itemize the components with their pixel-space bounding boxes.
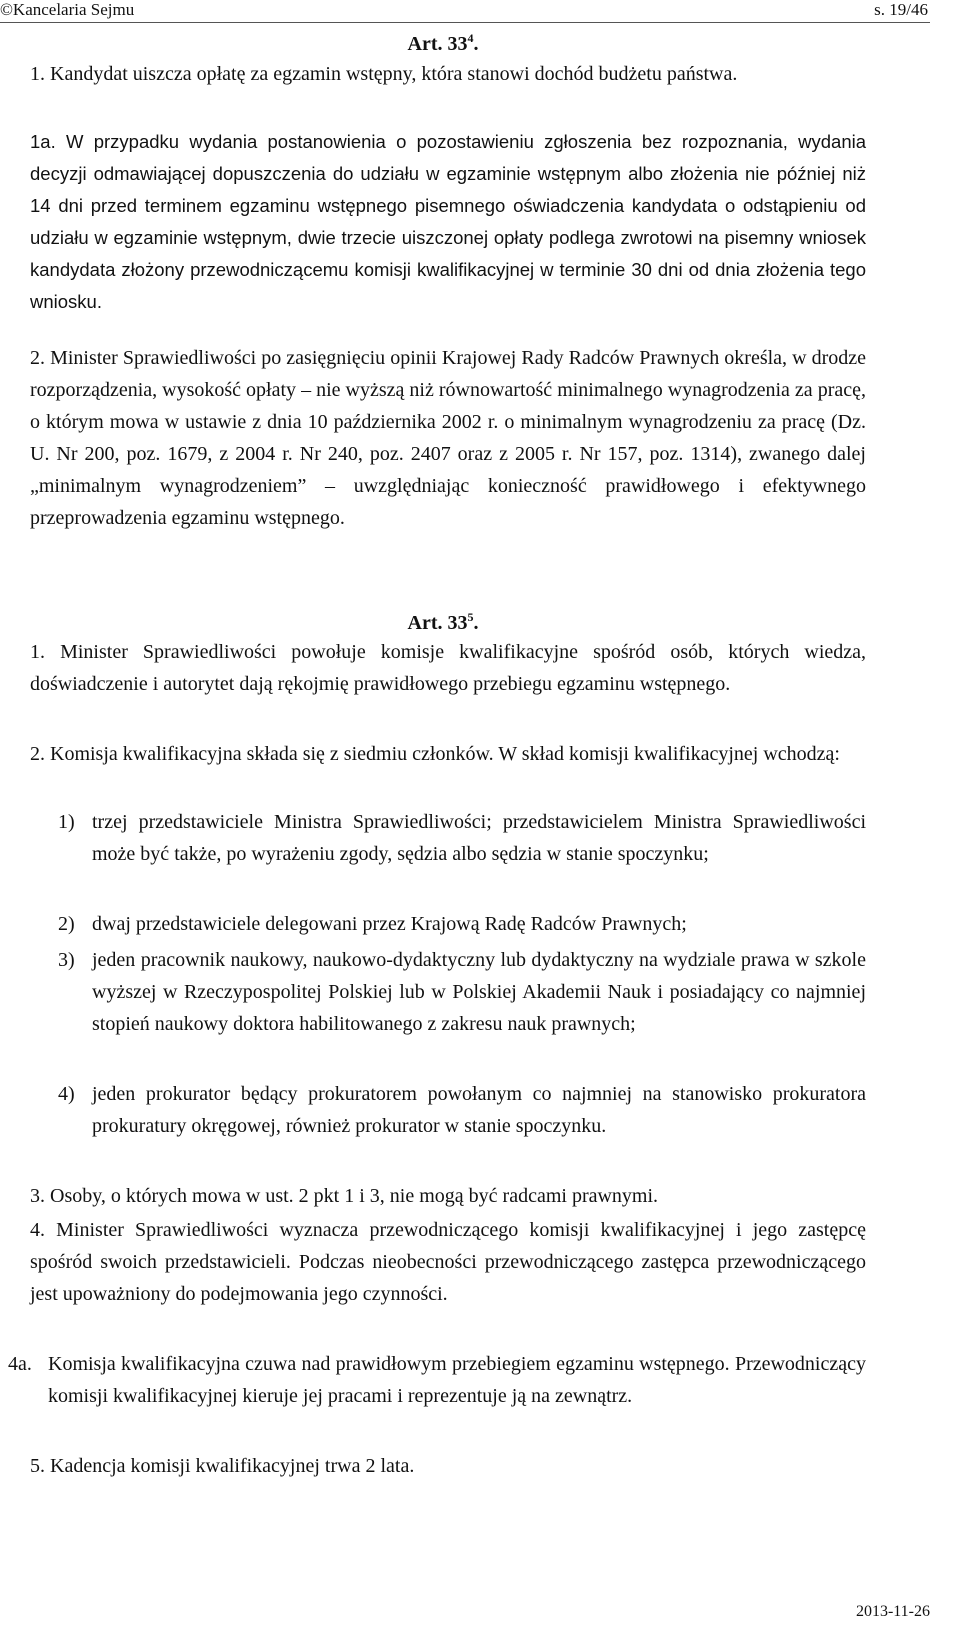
art-33-4-para-2 bbox=[30, 342, 866, 534]
list-item-text: jeden pracownik naukowy, naukowo-dydaktyczny lub dydaktyczny na wydziale prawa w szkole wyższej w Rzeczypospolitej Polskiej lub w Polskiej Akademii Nauk i posiadający co najmniej stopień naukowy doktora habilitowanego z zakresu nauk prawnych; bbox=[92, 949, 866, 1035]
para-text: Kadencja komisji kwalifikacyjnej trwa 2 lata. bbox=[50, 1455, 415, 1477]
page-header bbox=[0, 0, 930, 23]
art-33-4-para-1a bbox=[30, 126, 866, 318]
art-33-5-para-1 bbox=[30, 636, 866, 700]
art-33-5-para-4a bbox=[8, 1348, 866, 1412]
para-number: 3. bbox=[30, 1185, 45, 1207]
para-text: Minister Sprawiedliwości wyznacza przewodniczącego komisji kwalifikacyjnej i jego zastępcę spośród swoich przedstawicieli. Podczas nieobecności przewodniczącego zastępca przewodniczącego jest upoważniony do podejmowania jego czynności. bbox=[30, 1219, 866, 1305]
art-33-5-para-4 bbox=[30, 1214, 866, 1310]
copyright-label: ©Kancelaria Sejmu bbox=[0, 0, 135, 19]
list-item bbox=[58, 806, 866, 870]
para-number: 1a. bbox=[30, 131, 56, 152]
page-number: s. 19/46 bbox=[874, 0, 928, 19]
para-text: Minister Sprawiedliwości po zasięgnięciu opinii Krajowej Rady Radców Prawnych określa, w drodze rozporządzenia, wysokość opłaty – nie wyższą niż równowartość minimalnego wynagrodzenia za pracę, o którym mowa w ustawie z dnia 10 października 2002 r. o minimalnym wynagrodzeniu za pracę (Dz. U. Nr 200, poz. 1679, z 2004 r. Nr 240, poz. 2407 oraz z 2005 r. Nr 157, poz. 1314), zwanego dalej „minimalnym wynagrodzeniem” – uwzględniając konieczność prawidłowego i efektywnego przeprowadzenia egzaminu wstępnego. bbox=[30, 347, 867, 529]
para-number: 1. bbox=[30, 641, 45, 663]
footer-date: 2013-11-26 bbox=[855, 1603, 930, 1620]
para-number: 2. bbox=[30, 743, 45, 765]
list-item-number: 3) bbox=[58, 949, 75, 971]
article-title-base: Art. 33 bbox=[407, 33, 468, 55]
para-number: 2. bbox=[30, 347, 45, 369]
list-item bbox=[58, 1078, 866, 1142]
para-number: 1. bbox=[30, 63, 45, 85]
list-item bbox=[58, 944, 866, 1040]
list-item-number: 2) bbox=[58, 913, 75, 935]
article-title-base: Art. 33 bbox=[407, 612, 468, 634]
para-text: W przypadku wydania postanowienia o pozostawieniu zgłoszenia bez rozpoznania, wydania decyzji odmawiającej dopuszczenia do udziału w egzaminie wstępnym albo złożenia nie później niż 14 dni przed terminem egzaminu wstępnego pisemnego oświadczenia kandydata o odstąpieniu od udziału w egzaminie wstępnym, dwie trzecie uiszczonej opłaty podlega zwrotowi na pisemny wniosek kandydata złożony przewodniczącemu komisji kwalifikacyjnej w terminie 30 dni od dnia złożenia tego wniosku. bbox=[30, 131, 867, 312]
para-text: Komisja kwalifikacyjna czuwa nad prawidłowym przebiegiem egzaminu wstępnego. Przewodniczący komisji kwalifikacyjnej kieruje jej pracami i reprezentuje ją na zewnątrz. bbox=[48, 1353, 866, 1407]
list-item-text: dwaj przedstawiciele delegowani przez Krajową Radę Radców Prawnych; bbox=[92, 913, 687, 935]
article-title-dot: . bbox=[473, 612, 479, 634]
para-text: Osoby, o których mowa w ust. 2 pkt 1 i 3, nie mogą być radcami prawnymi. bbox=[50, 1185, 659, 1207]
para-number: 5. bbox=[30, 1455, 45, 1477]
art-33-5-para-2 bbox=[30, 738, 866, 770]
para-text: Kandydat uiszcza opłatę za egzamin wstępny, która stanowi dochód budżetu państwa. bbox=[50, 63, 738, 85]
para-number: 4. bbox=[30, 1219, 45, 1241]
list-item-text: jeden prokurator będący prokuratorem powołanym co najmniej na stanowisko prokuratora prokuratury okręgowej, również prokurator w stanie spoczynku. bbox=[92, 1083, 866, 1137]
para-text: Komisja kwalifikacyjna składa się z siedmiu członków. W skład komisji kwalifikacyjnej wchodzą: bbox=[50, 743, 840, 765]
article-title-sup: 4 bbox=[467, 31, 474, 45]
art-33-5-para-3 bbox=[30, 1180, 866, 1212]
article-33-5-title bbox=[0, 605, 886, 635]
list-item bbox=[58, 908, 866, 940]
list-item-number: 1) bbox=[58, 811, 75, 833]
list-item-number: 4) bbox=[58, 1083, 75, 1105]
article-33-4-title bbox=[0, 26, 886, 56]
article-title-dot: . bbox=[473, 33, 479, 55]
para-text: Minister Sprawiedliwości powołuje komisje kwalifikacyjne spośród osób, których wiedza, doświadczenie i autorytet dają rękojmię prawidłowego przebiegu egzaminu wstępnego. bbox=[30, 641, 867, 695]
article-title-sup: 5 bbox=[467, 610, 474, 624]
art-33-4-para-1 bbox=[30, 58, 866, 90]
list-item-text: trzej przedstawiciele Ministra Sprawiedliwości; przedstawicielem Ministra Sprawiedliwości może być także, po wyrażeniu zgody, sędzia albo sędzia w stanie spoczynku; bbox=[92, 811, 866, 865]
para-number: 4a. bbox=[8, 1353, 32, 1375]
art-33-5-para-5 bbox=[30, 1450, 866, 1482]
